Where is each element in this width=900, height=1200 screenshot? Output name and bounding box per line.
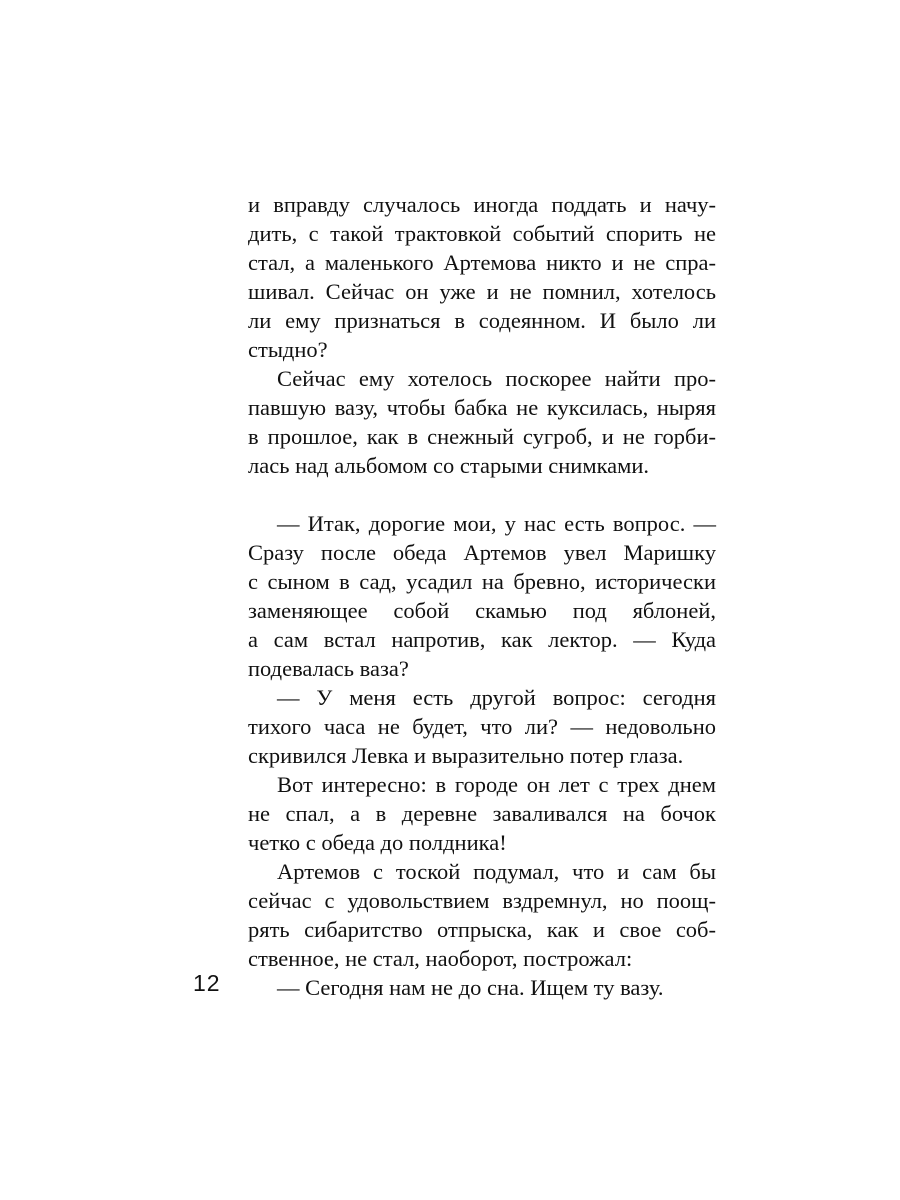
section-break xyxy=(248,480,716,509)
text-line: лась над альбомом со старыми снимками. xyxy=(248,453,650,478)
text-line: в прошлое, как в снежный сугроб, и не горби- xyxy=(248,424,716,449)
text-line: стыдно? xyxy=(248,337,328,362)
text-line: ственное, не стал, наоборот, построжал: xyxy=(248,946,633,971)
text-line: Вот интересно: в городе он лет с трех днем xyxy=(277,772,716,797)
text-line: шивал. Сейчас он уже и не помнил, хотелось xyxy=(248,279,716,304)
text-line: не спал, а в деревне заваливался на бочок xyxy=(248,801,716,826)
text-line: скривился Левка и выразительно потер глаза. xyxy=(248,743,684,768)
text-line: и вправду случалось иногда поддать и начу- xyxy=(248,192,716,217)
text-line: заменяющее собой скамью под яблоней, xyxy=(248,598,716,623)
text-line: подевалась ваза? xyxy=(248,656,409,681)
text-line: — Итак, дорогие мои, у нас есть вопрос. — xyxy=(277,511,716,536)
text-line: тихого часа не будет, что ли? — недовольно xyxy=(248,714,716,739)
text-line: Сейчас ему хотелось поскорее найти про- xyxy=(277,366,716,391)
text-line: — Сегодня нам не до сна. Ищем ту вазу. xyxy=(277,975,664,1000)
text-line: Сразу после обеда Артемов увел Маришку xyxy=(248,540,716,565)
text-line: а сам встал напротив, как лектор. — Куда xyxy=(248,627,716,652)
text-line: павшую вазу, чтобы бабка не куксилась, ныряя xyxy=(248,395,716,420)
text-line: с сыном в сад, усадил на бревно, исторически xyxy=(248,569,716,594)
text-line: дить, с такой трактовкой событий спорить не xyxy=(248,221,716,246)
text-line: Артемов с тоской подумал, что и сам бы xyxy=(277,859,716,884)
page-number: 12 xyxy=(193,970,221,996)
text-line: ли ему признаться в содеянном. И было ли xyxy=(248,308,716,333)
text-line: рять сибаритство отпрыска, как и свое соб- xyxy=(248,917,716,942)
text-line: сейчас с удовольствием вздремнул, но поощ- xyxy=(248,888,716,913)
text-line: — У меня есть другой вопрос: сегодня xyxy=(277,685,716,710)
body-text xyxy=(248,190,716,1002)
text-line: стал, а маленького Артемова никто и не спра- xyxy=(248,250,716,275)
text-line: четко с обеда до полдника! xyxy=(248,830,507,855)
